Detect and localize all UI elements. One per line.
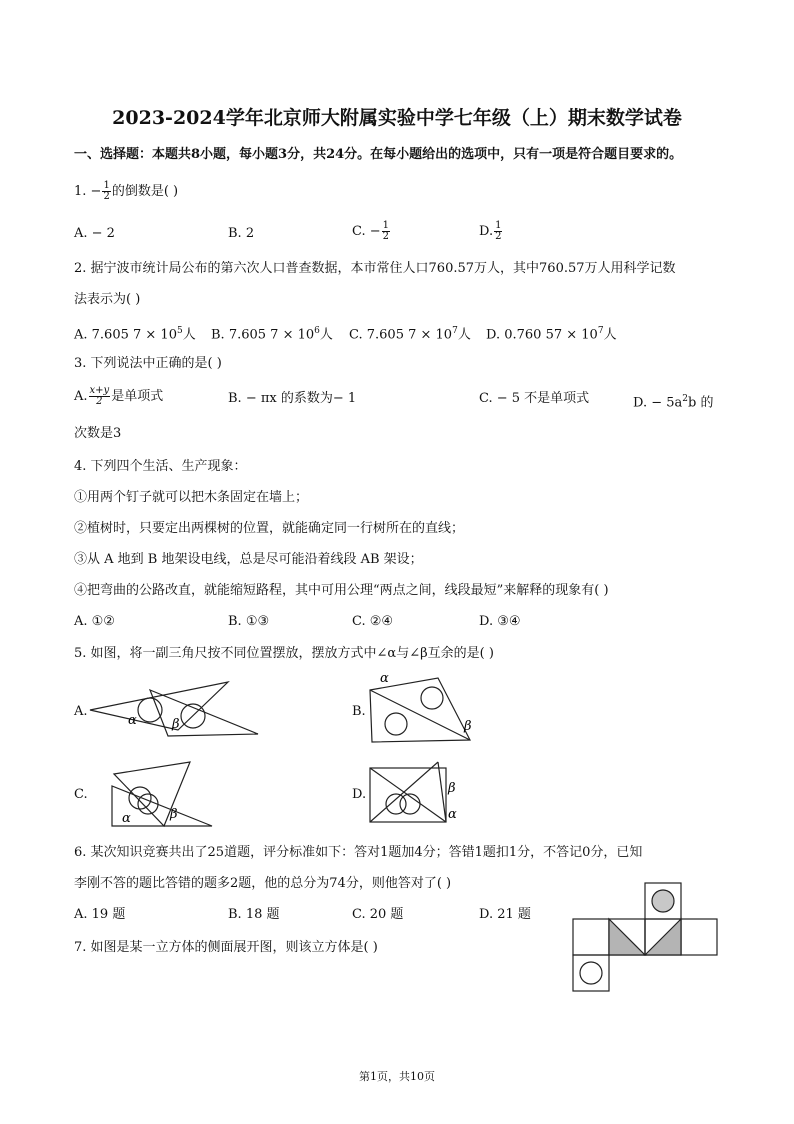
q1-option-c: C. − $\frac{1}{2}$ xyxy=(352,220,390,242)
question-4-stem: 4. 下列四个生活、生产现象： xyxy=(74,459,247,474)
circle-marker xyxy=(385,713,407,735)
question-6-line1: 6. 某次知识竞赛共出了25道题，评分标准如下：答对1题加4分；答错1题扣1分，不答记0分，已知 xyxy=(74,845,643,860)
circle-marker xyxy=(421,687,443,709)
q1-fraction: $\frac{1}{2}$ xyxy=(103,180,110,202)
beta-label: β xyxy=(448,781,456,796)
q4-item-2: ②植树时，只要定出两棵树的位置，就能确定同一行树所在的直线； xyxy=(74,521,465,536)
alpha-label: α xyxy=(122,811,131,826)
beta-label: β xyxy=(464,719,472,734)
q1-option-a: A. − 2 xyxy=(74,226,115,241)
q5-figure-d xyxy=(366,760,476,826)
q2-option-c: C. 7.605 $7 \times 10^7$人 xyxy=(349,326,471,343)
shaded-circle xyxy=(652,890,674,912)
section-heading: 一、选择题：本题共8小题，每小题3分，共24分。在每小题给出的选项中，只有一项是符合题目要求的。 xyxy=(74,147,683,162)
q3-option-a: A. $\frac{x+y}{2}$ 是单项式 xyxy=(74,385,164,407)
q6-option-a: A. 19 题 xyxy=(74,907,126,922)
circle-marker xyxy=(138,794,158,814)
beta-label: β xyxy=(170,807,178,822)
alpha-label: α xyxy=(448,807,457,822)
net-face-4 xyxy=(681,919,717,955)
q5-figure-a xyxy=(88,676,288,746)
q4-option-b: B. ①③ xyxy=(228,614,270,629)
q5-figure-b xyxy=(366,672,486,750)
q1-option-d: D. $\frac{1}{2}$ xyxy=(479,220,502,242)
question-2-line1: 2. 据宁波市统计局公布的第六次人口普查数据，本市常住人口760.57万人，其中760.57万人用科学记数 xyxy=(74,261,676,276)
shaded-triangle-left xyxy=(609,919,645,955)
q5-option-a-label: A. xyxy=(74,704,88,719)
q3-option-c: C. − 5 不是单项式 xyxy=(479,391,590,406)
open-circle xyxy=(580,962,602,984)
net-face-bottom xyxy=(573,955,609,991)
q3-option-b: B. − πx 的系数为− 1 xyxy=(228,391,357,406)
q1-sign: − xyxy=(90,184,102,199)
q1-option-b: B. 2 xyxy=(228,226,255,241)
question-3-stem: 3. 下列说法中正确的是( ) xyxy=(74,356,222,371)
alpha-label: α xyxy=(128,713,137,728)
page-footer: 第1页，共10页 xyxy=(359,1070,435,1083)
q5-option-d-label: D. xyxy=(352,787,367,802)
question-7-stem: 7. 如图是某一立方体的侧面展开图，则该立方体是( ) xyxy=(74,940,378,955)
question-5-stem: 5. 如图，将一副三角尺按不同位置摆放，摆放方式中∠α与∠β互余的是( ) xyxy=(74,646,494,661)
q4-option-a: A. ①② xyxy=(74,614,115,629)
shaded-triangle-right xyxy=(645,919,681,955)
beta-label: β xyxy=(172,717,180,732)
q1-number: 1. xyxy=(74,184,87,199)
q2-option-a: A. 7.605 $7 \times 10^5$人 xyxy=(74,326,196,343)
q2-option-b: B. 7.605 $7 \times 10^6$人 xyxy=(211,326,333,343)
q7-cube-net-figure xyxy=(571,882,721,994)
q4-option-c: C. ②④ xyxy=(352,614,394,629)
question-1-stem xyxy=(74,181,178,202)
q4-item-1: ①用两个钉子就可以把木条固定在墙上； xyxy=(74,490,309,505)
page-title: 2023-2024学年北京师大附属实验中学七年级（上）期末数学试卷 xyxy=(112,107,682,129)
q6-option-c: C. 20 题 xyxy=(352,907,404,922)
q1-stem-text: 的倒数是( ) xyxy=(111,184,179,199)
q4-option-d: D. ③④ xyxy=(479,614,521,629)
q4-item-3: ③从 A 地到 B 地架设电线，总是尽可能沿着线段 AB 架设； xyxy=(74,552,423,567)
diagonal-2 xyxy=(370,762,438,822)
triangle-left xyxy=(90,682,228,730)
q6-option-b: B. 18 题 xyxy=(228,907,280,922)
q6-option-d: D. 21 题 xyxy=(479,907,531,922)
question-6-line2: 李刚不答的题比答错的题多2题，他的总分为74分，则他答对了( ) xyxy=(74,876,452,891)
q5-option-c-label: C. xyxy=(74,787,88,802)
question-2-line2: 法表示为( ) xyxy=(74,292,141,307)
q3-option-d-line2: 次数是3 xyxy=(74,426,122,441)
side-edge xyxy=(438,762,446,822)
q4-item-4: ④把弯曲的公路改直，就能缩短路程，其中可用公理“两点之间，线段最短”来解释的现象有( ) xyxy=(74,583,609,598)
q5-figure-c xyxy=(88,756,228,830)
net-face-1 xyxy=(573,919,609,955)
diagonal xyxy=(370,690,470,740)
q3-option-d: D. − $5a^2b$ 的 xyxy=(633,394,714,411)
q2-option-d: D. 0.760 $57 \times 10^7$人 xyxy=(486,326,617,343)
alpha-label: α xyxy=(380,672,389,686)
q5-option-b-label: B. xyxy=(352,704,366,719)
